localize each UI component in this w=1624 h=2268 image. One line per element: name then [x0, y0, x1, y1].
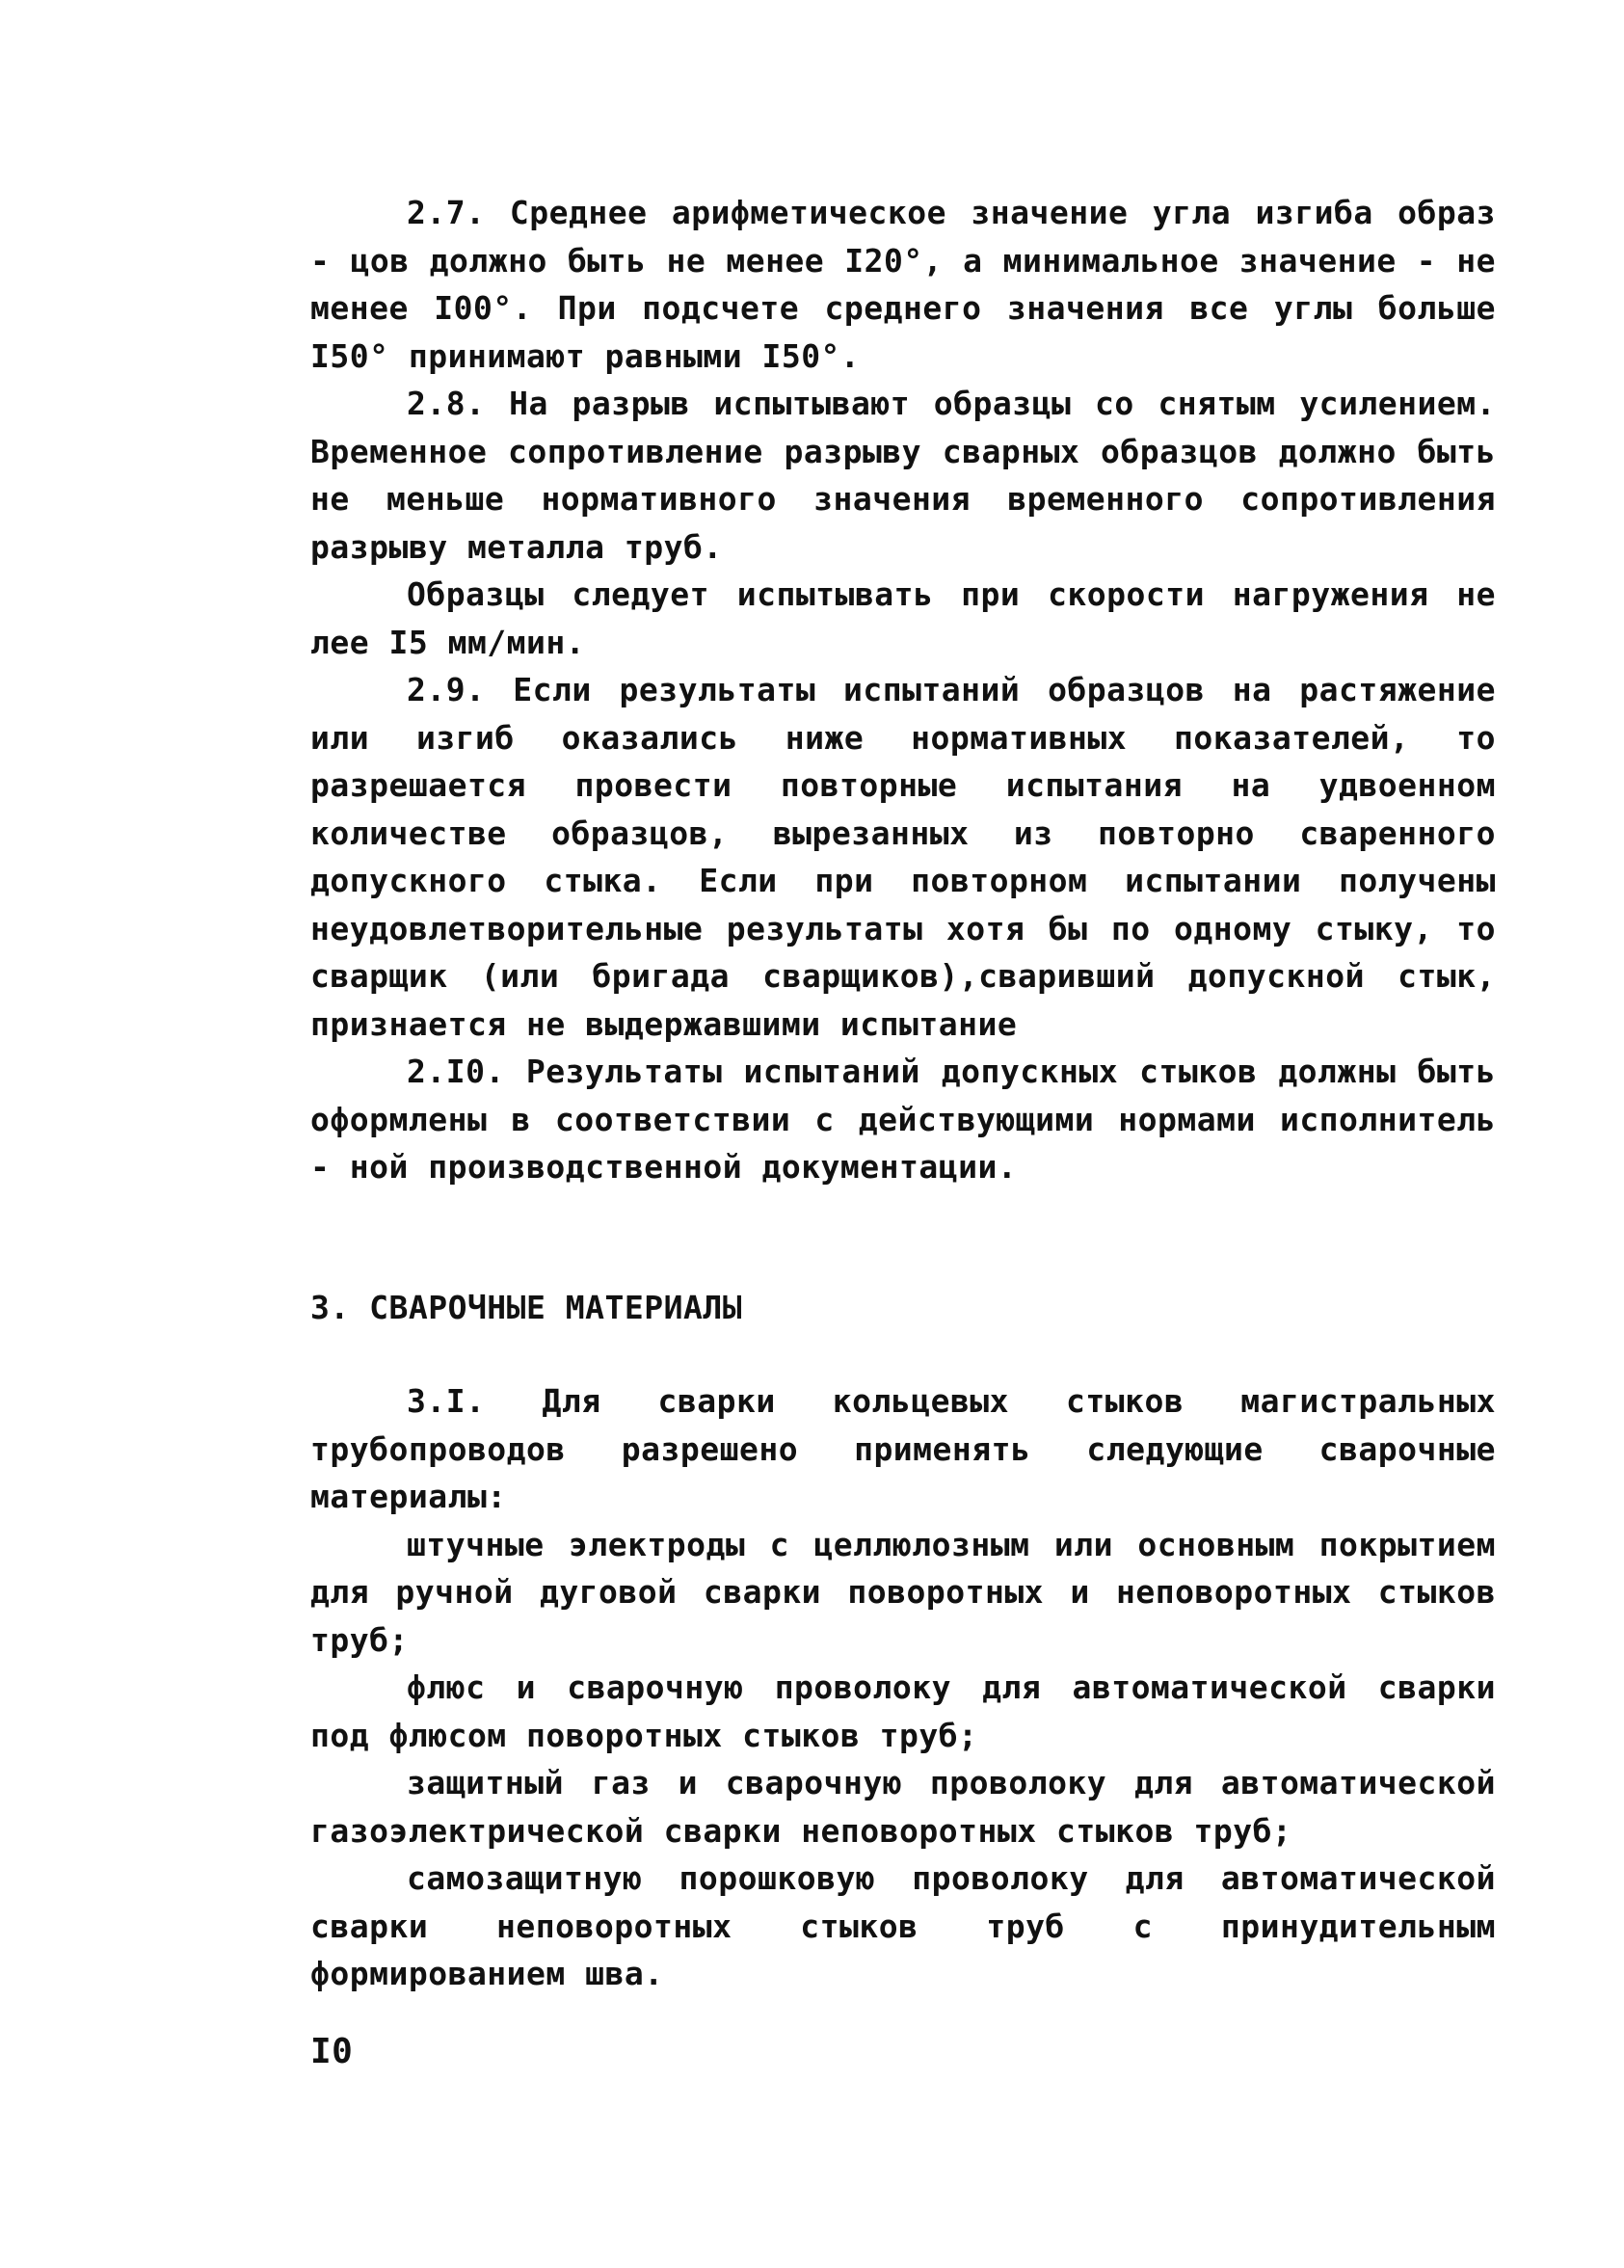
paragraph-3-1: 3.I. Для сварки кольцевых стыков магистральных трубопроводов разрешено применять следующие сварочные материалы:	[310, 1382, 1496, 1515]
paragraph-2-8-test-speed: Образцы следует испытывать при скорости нагружения не лее I5 мм/мин.	[310, 575, 1496, 661]
materials-item-shielding-gas: защитный газ и сварочную проволоку для автоматической газоэлектрической сварки неповоротных стыков труб;	[310, 1764, 1496, 1850]
paragraph-2-10: 2.I0. Результаты испытаний допускных стыков должны быть оформлены в соответствии с действующими нормами исполнитель - ной производственной документации.	[310, 1053, 1496, 1186]
materials-item-flux-cored-wire: самозащитную порошковую проволоку для автоматической сварки неповоротных стыков труб с принудительным формированием шва.	[310, 1859, 1496, 1992]
materials-item-electrodes: штучные электроды с целлюлозным или основным покрытием для ручной дуговой сварки поворотных и неповоротных стыков труб;	[310, 1525, 1496, 1659]
materials-item-flux: флюс и сварочную проволоку для автоматической сварки под флюсом поворотных стыков труб;	[310, 1668, 1496, 1754]
paragraph-2-7: 2.7. Среднее арифметическое значение угла изгиба образ - цов должно быть не менее I20°, а минимальное значение - не менее I00°. При подсчете среднего значения все углы больше I50° принимают равными I50°.	[310, 194, 1496, 375]
paragraph-2-9: 2.9. Если результаты испытаний образцов на растяжение или изгиб оказались ниже нормативных показателей, то разрешается провести повторные испытания на удвоенном количестве образцов, вырезанных из повторно сваренного допускного стыка. Если при повторном испытании получены неудовлетворительные результаты хотя бы по одному стыку, то сварщик (или бригада сварщиков),сваривший допускной стык, признается не выдержавшими испытание	[310, 671, 1496, 1043]
section-heading: 3. СВАРОЧНЫЕ МАТЕРИАЛЫ	[310, 1288, 743, 1326]
page-body	[310, 189, 1496, 1998]
page-number: I0	[310, 2032, 354, 2071]
paragraph-2-8: 2.8. На разрыв испытывают образцы со снятым усилением. Временное сопротивление разрыву сварных образцов должно быть не меньше нормативного значения временного сопротивления разрыву металла труб.	[310, 385, 1496, 566]
